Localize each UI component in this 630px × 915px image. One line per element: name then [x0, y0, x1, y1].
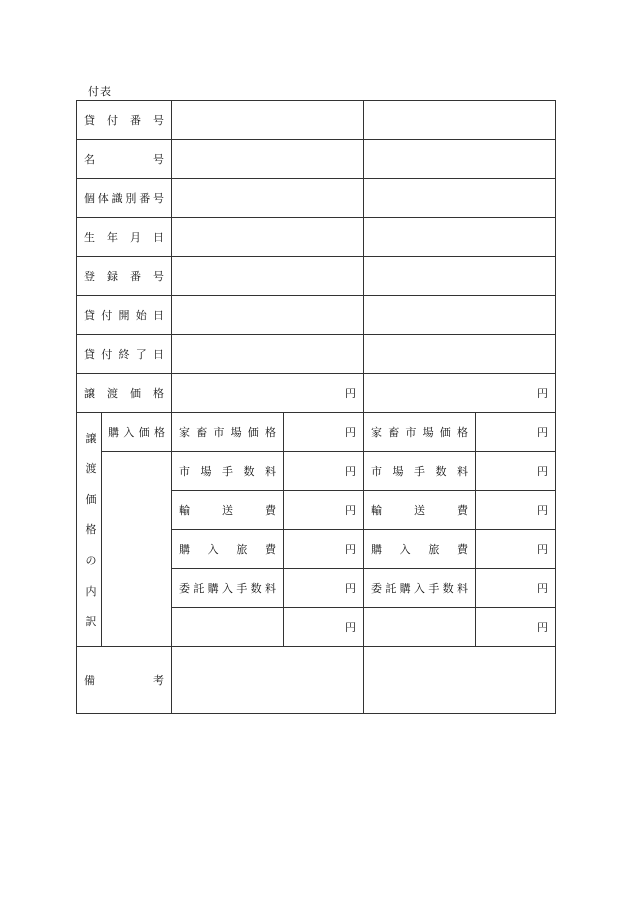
item-label-5a — [172, 569, 284, 608]
value-lending-start-1[interactable] — [172, 296, 364, 335]
label-char: 番 — [130, 114, 141, 127]
label-char: 考 — [153, 674, 164, 687]
item-value-3a[interactable] — [284, 491, 364, 530]
value-birth-date-1[interactable] — [172, 218, 364, 257]
label-text — [179, 424, 276, 440]
row-name — [77, 140, 556, 179]
label-char: 購 — [399, 582, 411, 595]
label-remarks — [77, 647, 172, 714]
label-char: 体 — [97, 192, 109, 205]
label-char: 託 — [385, 582, 397, 595]
yen-unit: 円 — [345, 387, 356, 400]
item-value-3b[interactable] — [476, 491, 556, 530]
yen-unit: 円 — [537, 621, 548, 634]
label-char: 場 — [200, 465, 212, 478]
label-char: 託 — [193, 582, 205, 595]
label-text — [84, 190, 164, 206]
label-char: 号 — [152, 192, 164, 205]
label-char: 料 — [457, 465, 468, 478]
yen-unit: 円 — [537, 504, 548, 517]
vertical-label-char: 訳 — [85, 615, 97, 629]
vertical-label-char: 内 — [85, 584, 97, 598]
label-char: 格 — [264, 426, 276, 439]
vertical-label-char: の — [85, 554, 97, 568]
item-label-5b — [364, 569, 476, 608]
yen-unit: 円 — [537, 582, 548, 595]
value-transfer-price-1[interactable] — [172, 374, 364, 413]
row-remarks — [77, 647, 556, 714]
label-lending-number — [77, 101, 172, 140]
value-remarks-2[interactable] — [364, 647, 556, 714]
label-char: 畜 — [388, 426, 400, 439]
label-char: 年 — [107, 231, 118, 244]
label-char: 番 — [130, 270, 141, 283]
label-char: 号 — [153, 270, 164, 283]
breakdown-vertical-label — [77, 413, 102, 647]
label-char: 料 — [265, 465, 276, 478]
label-text — [371, 502, 468, 518]
label-char: 録 — [107, 270, 118, 283]
label-char: 手 — [414, 465, 425, 478]
label-char: 料 — [456, 582, 468, 595]
value-remarks-1[interactable] — [172, 647, 364, 714]
label-text — [179, 502, 276, 518]
item-value-2a[interactable] — [284, 452, 364, 491]
label-char: 数 — [435, 465, 447, 478]
value-lending-number-2[interactable] — [364, 101, 556, 140]
label-char: 購 — [179, 543, 190, 556]
label-char: 手 — [236, 582, 248, 595]
label-char: 日 — [153, 309, 164, 322]
label-text — [84, 268, 164, 284]
label-text — [84, 672, 164, 688]
label-char: 数 — [243, 465, 255, 478]
label-char: 場 — [392, 465, 404, 478]
label-char: 旅 — [236, 543, 248, 556]
item-value-4a[interactable] — [284, 530, 364, 569]
label-char: 識 — [111, 192, 123, 205]
yen-unit: 円 — [345, 465, 356, 478]
label-text — [84, 307, 164, 323]
label-char: 備 — [84, 674, 95, 687]
label-char: 貸 — [84, 114, 95, 127]
item-label-3a — [172, 491, 284, 530]
yen-unit: 円 — [345, 426, 356, 439]
label-char: 終 — [118, 348, 130, 361]
value-transfer-price-2[interactable] — [364, 374, 556, 413]
label-char: 入 — [221, 582, 233, 595]
yen-unit: 円 — [537, 465, 548, 478]
label-text — [108, 424, 165, 440]
label-char: 入 — [123, 426, 135, 439]
label-char: 家 — [371, 426, 382, 439]
label-char: 場 — [230, 426, 242, 439]
label-char: 数 — [250, 582, 262, 595]
value-lending-number-1[interactable] — [172, 101, 364, 140]
vertical-label-char: 格 — [85, 523, 97, 537]
item-label-1a — [172, 413, 284, 452]
row-lending-number — [77, 101, 556, 140]
label-char: 費 — [265, 504, 276, 517]
item-value-2b[interactable] — [476, 452, 556, 491]
label-text — [84, 229, 164, 245]
yen-unit: 円 — [345, 621, 356, 634]
purchase-price-blank — [102, 452, 172, 647]
item-value-5a[interactable] — [284, 569, 364, 608]
label-char: 手 — [428, 582, 440, 595]
label-char: 日 — [153, 231, 164, 244]
form-caption: 付表 — [88, 85, 112, 98]
label-char: 月 — [130, 231, 141, 244]
label-lending-start — [77, 296, 172, 335]
label-text — [371, 463, 468, 479]
label-text — [84, 112, 164, 128]
label-char: 購 — [207, 582, 219, 595]
label-text — [84, 151, 164, 167]
label-char: 別 — [125, 192, 137, 205]
label-individual-id — [77, 179, 172, 218]
yen-unit: 円 — [345, 582, 356, 595]
label-char: 価 — [247, 426, 259, 439]
label-char: 価 — [439, 426, 451, 439]
row-lending-end — [77, 335, 556, 374]
label-char: 格 — [153, 426, 165, 439]
row-breakdown-2 — [77, 452, 556, 491]
label-char: 入 — [207, 543, 219, 556]
label-char: 付 — [101, 348, 113, 361]
label-char: 委 — [179, 582, 190, 595]
label-char: 数 — [442, 582, 454, 595]
label-text — [371, 541, 468, 557]
label-name — [77, 140, 172, 179]
value-registration-number-2[interactable] — [364, 257, 556, 296]
item-label-4b — [364, 530, 476, 569]
label-text — [371, 424, 468, 440]
item-value-1a[interactable] — [284, 413, 364, 452]
item-label-6a-blank[interactable] — [172, 608, 284, 647]
row-transfer-price — [77, 374, 556, 413]
label-char: 渡 — [107, 387, 118, 400]
label-lending-end — [77, 335, 172, 374]
yen-unit: 円 — [537, 426, 548, 439]
label-char: 費 — [264, 543, 276, 556]
vertical-label-stack — [77, 430, 101, 630]
label-char: 名 — [84, 153, 95, 166]
label-char: 貸 — [84, 309, 95, 322]
label-char: 畜 — [196, 426, 208, 439]
label-char: 委 — [371, 582, 382, 595]
item-value-6a[interactable] — [284, 608, 364, 647]
label-char: 購 — [371, 543, 382, 556]
row-individual-id — [77, 179, 556, 218]
row-breakdown-1 — [77, 413, 556, 452]
label-char: 送 — [222, 504, 233, 517]
label-char: 費 — [457, 504, 468, 517]
label-char: 開 — [118, 309, 130, 322]
label-char: 輸 — [179, 504, 190, 517]
yen-unit: 円 — [345, 543, 356, 556]
value-lending-start-2[interactable] — [364, 296, 556, 335]
value-individual-id-1[interactable] — [172, 179, 364, 218]
label-char: 格 — [456, 426, 468, 439]
label-char: 格 — [153, 387, 164, 400]
label-char: 送 — [414, 504, 425, 517]
row-birth-date — [77, 218, 556, 257]
label-char: 入 — [413, 582, 425, 595]
label-char: 譲 — [84, 387, 95, 400]
purchase-price-label — [102, 413, 172, 452]
value-name-2[interactable] — [364, 140, 556, 179]
label-text — [84, 385, 164, 401]
label-char: 生 — [84, 231, 95, 244]
label-birth-date — [77, 218, 172, 257]
label-char: 号 — [153, 114, 164, 127]
label-char: 費 — [456, 543, 468, 556]
yen-unit: 円 — [537, 543, 548, 556]
label-char: 始 — [135, 309, 147, 322]
label-char: 手 — [222, 465, 233, 478]
yen-unit: 円 — [537, 387, 548, 400]
label-char: 市 — [213, 426, 225, 439]
label-char: 市 — [371, 465, 382, 478]
item-value-6b[interactable] — [476, 608, 556, 647]
item-value-4b[interactable] — [476, 530, 556, 569]
item-value-5b[interactable] — [476, 569, 556, 608]
item-label-4a — [172, 530, 284, 569]
label-text — [179, 541, 276, 557]
row-lending-start — [77, 296, 556, 335]
vertical-label-char: 譲 — [85, 431, 97, 445]
value-individual-id-2[interactable] — [364, 179, 556, 218]
yen-unit: 円 — [345, 504, 356, 517]
item-label-6b-blank[interactable] — [364, 608, 476, 647]
label-char: 購 — [108, 426, 119, 439]
vertical-label-char: 価 — [85, 492, 97, 506]
label-text — [371, 580, 468, 596]
label-text — [179, 580, 276, 596]
row-registration-number — [77, 257, 556, 296]
label-char: 輸 — [371, 504, 382, 517]
label-char: 番 — [139, 192, 151, 205]
label-text — [84, 346, 164, 362]
label-char: 日 — [153, 348, 164, 361]
label-char: 家 — [179, 426, 190, 439]
label-transfer-price — [77, 374, 172, 413]
label-char: 了 — [135, 348, 147, 361]
label-char: 市 — [405, 426, 417, 439]
item-label-1b — [364, 413, 476, 452]
label-char: 付 — [107, 114, 118, 127]
item-label-2a — [172, 452, 284, 491]
label-char: 価 — [138, 426, 150, 439]
value-lending-end-2[interactable] — [364, 335, 556, 374]
item-label-2b — [364, 452, 476, 491]
item-value-1b[interactable] — [476, 413, 556, 452]
appendix-form-table — [76, 100, 556, 714]
value-birth-date-2[interactable] — [364, 218, 556, 257]
label-char: 個 — [84, 192, 95, 205]
label-text — [179, 463, 276, 479]
label-char: 入 — [399, 543, 411, 556]
value-name-1[interactable] — [172, 140, 364, 179]
label-char: 価 — [130, 387, 141, 400]
label-char: 市 — [179, 465, 190, 478]
label-char: 場 — [422, 426, 434, 439]
label-char: 旅 — [428, 543, 440, 556]
label-registration-number — [77, 257, 172, 296]
vertical-label-char: 渡 — [85, 462, 97, 476]
label-char: 料 — [264, 582, 276, 595]
value-lending-end-1[interactable] — [172, 335, 364, 374]
label-char: 貸 — [84, 348, 95, 361]
value-registration-number-1[interactable] — [172, 257, 364, 296]
label-char: 付 — [101, 309, 113, 322]
label-char: 号 — [153, 153, 164, 166]
label-char: 登 — [84, 270, 95, 283]
item-label-3b — [364, 491, 476, 530]
